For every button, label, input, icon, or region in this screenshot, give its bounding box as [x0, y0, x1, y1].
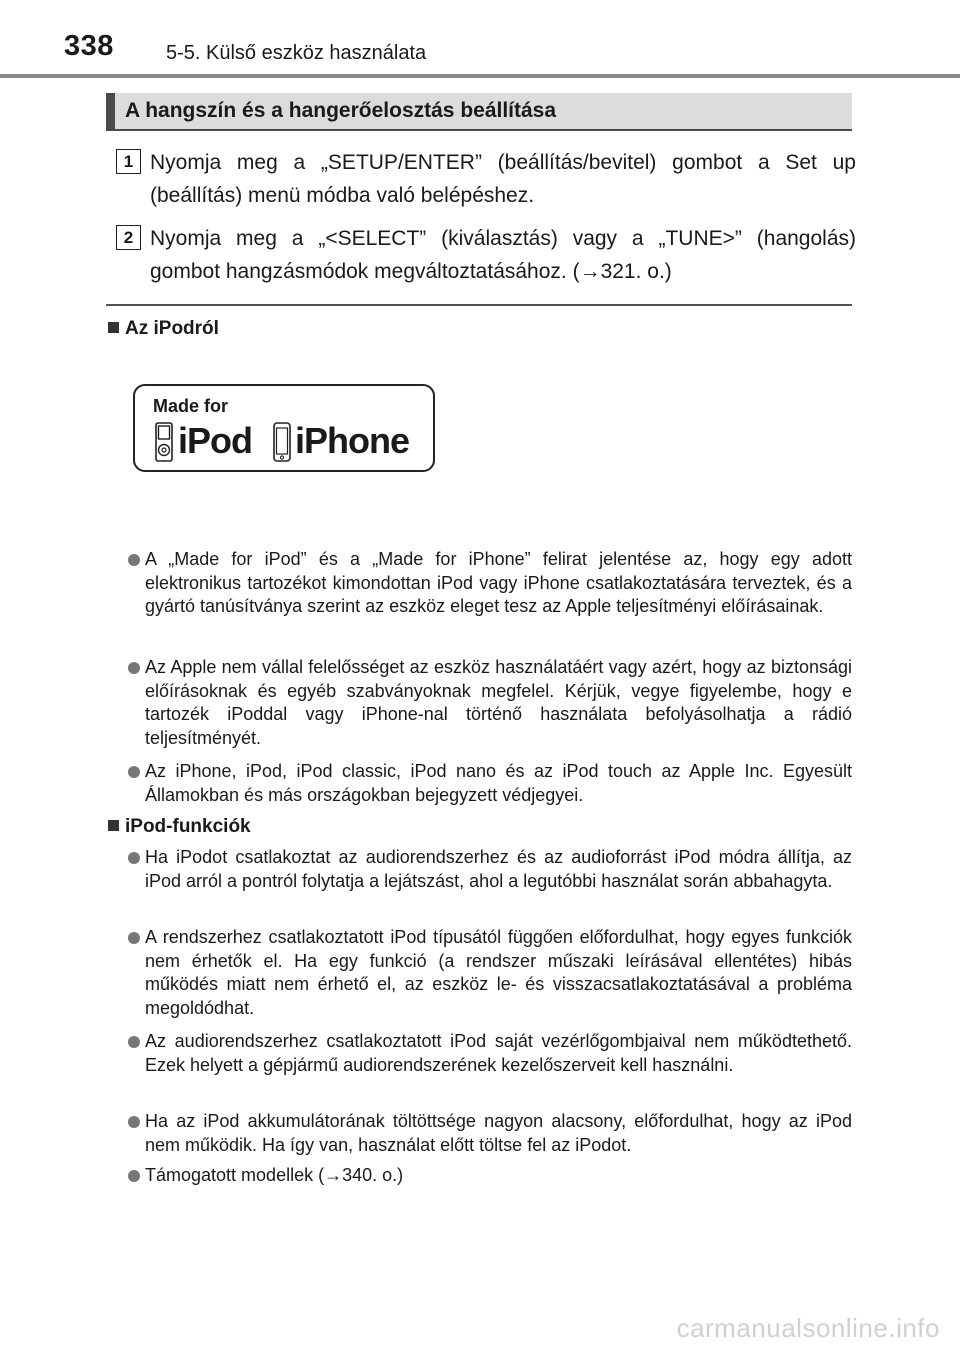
- step-number: 2: [116, 225, 141, 250]
- step-number: 1: [116, 149, 141, 174]
- section-underline: [106, 129, 852, 131]
- logo-made-for-text: Made for: [153, 396, 229, 416]
- subheading-text: iPod-funkciók: [125, 816, 251, 837]
- bullet-dot-icon: [128, 554, 140, 566]
- logo-iphone-text: iPhone: [295, 420, 410, 461]
- made-for-ipod-iphone-logo: [133, 384, 435, 472]
- logo-ipod-text: iPod: [178, 420, 252, 461]
- list-item-text: A rendszerhez csatlakoztatott iPod típusától függően előfordulhat, hogy egyes funkciók nem érhetők el. Ha egy funkció (a rendszer műszaki leírásával ellentétes) hibás működés miatt nem érhető el, az eszköz le- és visszacsatlakoztatásával a probléma megoldódhat.: [145, 927, 852, 1018]
- bullet-dot-icon: [128, 766, 140, 778]
- step-text: Nyomja meg a „SETUP/ENTER” (beállítás/bevitel) gombot a Set up (beállítás) menü módba való belépéshez.: [150, 151, 856, 207]
- square-bullet-icon: [108, 820, 119, 831]
- section-divider: [106, 304, 852, 306]
- watermark: carmanualsonline.info: [676, 1313, 940, 1343]
- bullet-dot-icon: [128, 932, 140, 944]
- header-rule: [0, 74, 960, 78]
- list-item-text: Az Apple nem vállal felelősséget az eszköz használatáért vagy azért, hogy az biztonsági előírásoknak és egyéb szabványoknak megfelel. Kérjük, vegye figyelembe, hogy e tartozék iPoddal vagy iPhone-nal történő használata befolyásolhatja a rádió teljesítményét.: [145, 657, 852, 748]
- bullet-dot-icon: [128, 1036, 140, 1048]
- list-item-text: Ha iPodot csatlakoztat az audiorendszerhez és az audioforrást iPod módra állítja, az iPod arról a pontról folytatja a lejátszást, ahol a legutóbbi használat során abbahagyta.: [145, 847, 852, 891]
- subheading-ipod: [108, 318, 219, 340]
- list-item-text: Ha az iPod akkumulátorának töltöttsége nagyon alacsony, előfordulhat, hogy az iPod nem működik. Ha így van, használat előtt töltse fel az iPodot.: [145, 1111, 852, 1155]
- square-bullet-icon: [108, 322, 119, 333]
- section-heading-bar: [106, 93, 852, 129]
- list-item-text: Támogatott modellek (→340. o.): [145, 1165, 404, 1185]
- list-item-text: Az iPhone, iPod, iPod classic, iPod nano és az iPod touch az Apple Inc. Egyesült Államokban és más országokban bejegyzett védjegyei.: [145, 761, 852, 805]
- subheading-ipod-functions: [108, 816, 251, 838]
- bullet-dot-icon: [128, 1170, 140, 1182]
- list-item-text: Az audiorendszerhez csatlakoztatott iPod saját vezérlőgombjaival nem működtethető. Ezek helyett a gépjármű audiorendszerének kezelőszerveit kell használni.: [145, 1031, 852, 1075]
- subheading-text: Az iPodról: [125, 318, 219, 339]
- bullet-dot-icon: [128, 852, 140, 864]
- bullet-dot-icon: [128, 1116, 140, 1128]
- page-number: 338: [64, 30, 114, 62]
- step-text: Nyomja meg a „<SELECT” (kiválasztás) vagy a „TUNE>” (hangolás) gombot hangzásmódok megváltoztatásához. (→321. o.): [150, 227, 856, 283]
- bullet-dot-icon: [128, 662, 140, 674]
- chapter-title: 5-5. Külső eszköz használata: [166, 42, 427, 64]
- list-item-text: A „Made for iPod” és a „Made for iPhone” felirat jelentése az, hogy egy adott elektronikus tartozékot kimondottan iPod vagy iPhone csatlakoztatására terveztek, és a gyártó tanúsítványa szerint az eszköz eleget tesz az Apple teljesítményi előírásainak.: [145, 549, 852, 616]
- iphone-icon: [273, 422, 291, 462]
- section-title: A hangszín és a hangerőelosztás beállítása: [125, 99, 557, 122]
- ipod-classic-icon: [155, 422, 173, 462]
